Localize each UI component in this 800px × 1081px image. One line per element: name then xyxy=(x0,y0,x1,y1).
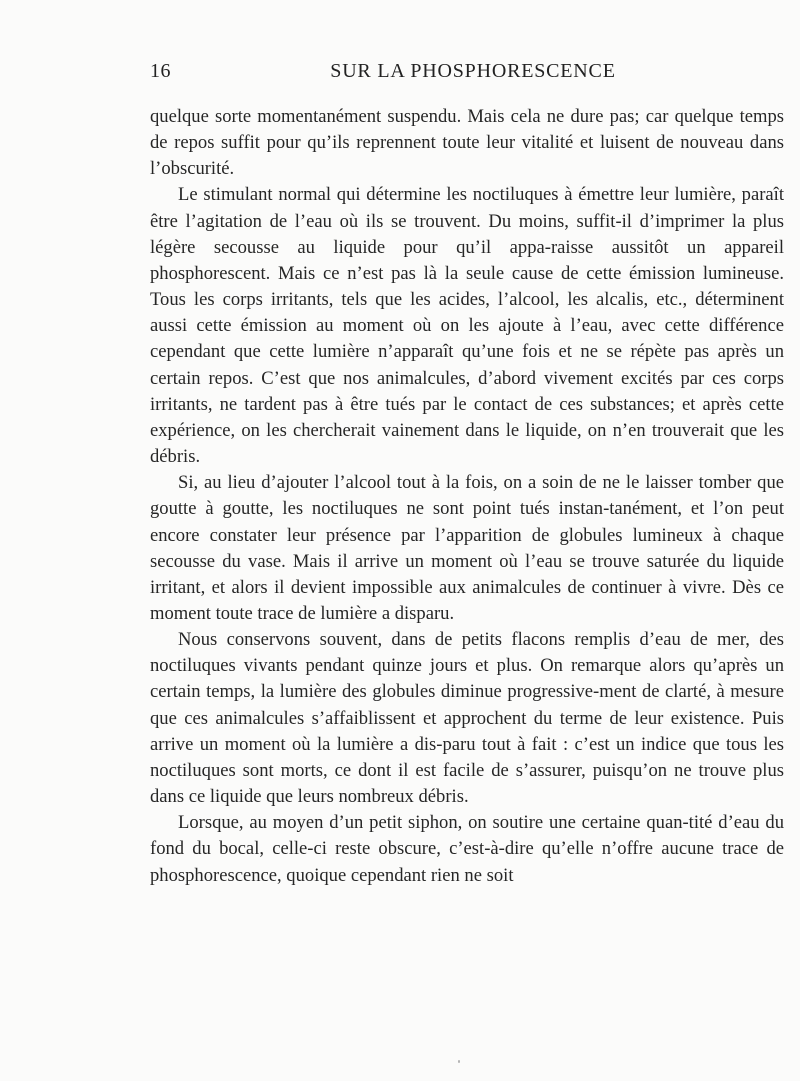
paragraph-4: Nous conservons souvent, dans de petits flacons remplis d’eau de mer, des noctiluques vivants pendant quinze jours et plus. On remarque alors qu’après un certain temps, la lumière des globules diminue progressive-ment de clarté, à mesure que ces animalcules s’affaiblissent et approchent du terme de leur existence. Puis arrive un moment où la lumière a dis-paru tout à fait : c’est un indice que tous les noctiluques sont morts, ce dont il est facile de s’assurer, puisqu’on ne trouve plus dans ce liquide que leurs nombreux débris. xyxy=(150,629,784,808)
paragraph-2: Le stimulant normal qui détermine les noctiluques à émettre leur lumière, paraît être l’agitation de l’eau où ils se trouvent. Du moins, suffit-il d’imprimer la plus légère secousse au liquide pour qu’il appa-raisse aussitôt un appareil phosphorescent. Mais ce n’est pas là la seule cause de cette émission lumineuse. Tous les corps irritants, tels que les acides, l’alcool, les alcalis, etc., déterminent aussi cette émission au moment où on les ajoute à l’eau, avec cette différence cependant que cette lumière n’apparaît qu’une fois et ne se répète pas après un certain repos. C’est que nos animalcules, d’abord vivement excités par ces corps irritants, ne tardent pas à être tués par le contact de ces substances; et après cette expérience, on les chercherait vainement dans le liquide, on n’en trouverait que les débris. xyxy=(150,184,784,468)
paragraph-3: Si, au lieu d’ajouter l’alcool tout à la fois, on a soin de ne le laisser tomber que goutte à goutte, les noctiluques ne sont point tués instan-tanément, et l’on peut encore constater leur présence par l’apparition de globules lumineux à chaque secousse du vase. Mais il arrive un moment où l’eau se trouve saturée du liquide irritant, et alors il devient impossible aux animalcules de continuer à vivre. Dès ce moment toute trace de lumière a disparu. xyxy=(150,472,784,624)
paragraph-5: Lorsque, au moyen d’un petit siphon, on soutire une certaine quan-tité d’eau du fond du bocal, celle-ci reste obscure, c’est-à-dire qu’elle n’offre aucune trace de phosphorescence, quoique cependant rien ne soit xyxy=(150,812,784,886)
paragraph-1: quelque sorte momentanément suspendu. Mais cela ne dure pas; car quelque temps de repos suffit pour qu’ils reprennent toute leur vitalité et luisent de nouveau dans l’obscurité. xyxy=(150,106,784,180)
page-number: 16 xyxy=(150,60,171,82)
paper-speck xyxy=(458,1060,460,1063)
body-text xyxy=(150,104,784,889)
running-title: SUR LA PHOSPHORESCENCE xyxy=(330,60,616,82)
page-header xyxy=(150,60,784,86)
